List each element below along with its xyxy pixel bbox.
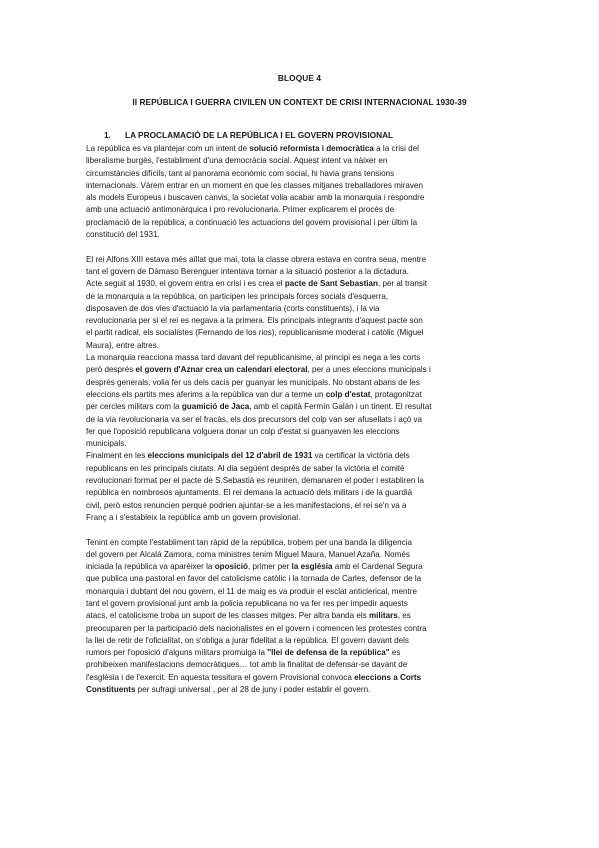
- text-run: revolucionari format per el pacte de S.Sebastià es reuniren, demanaren el poder i establiren la: [86, 476, 424, 486]
- text-run: Franç a i s'estableix la república amb un govern provisional.: [86, 512, 301, 522]
- text-line: [86, 229, 516, 241]
- text-run: Maura), entre altres.: [86, 340, 159, 350]
- paragraph: [86, 450, 516, 524]
- text-run: del govern per Alcalá Zamora, coma ministres tenim Miguel Maura, Manuel Azaña. Només: [86, 549, 410, 559]
- text-run: , es: [397, 611, 411, 621]
- text-run: l'església i de l'exercit. En aquesta tessitura el govern Provisional convoca: [86, 672, 355, 682]
- text-line: [86, 204, 516, 216]
- text-line: [86, 475, 516, 487]
- text-run: La república es va plantejar com un intent de: [86, 144, 250, 153]
- text-line: [86, 537, 516, 549]
- text-line: [86, 463, 516, 475]
- text-run: república en nombrosos ajuntaments. El rei demana la actuació dels militars i de la guardià: [86, 488, 413, 498]
- body-text: [86, 143, 516, 696]
- text-run: rumors per l'oposició d'alguns militars promulga la: [86, 648, 268, 658]
- text-run: per sufragi universal , per al 28 de juny i poder establir el govern.: [135, 685, 371, 695]
- text-line: [86, 340, 516, 352]
- text-run: preocuparen per la participació dels nacionalistes en el govern i comencen les protestes contra: [86, 623, 427, 633]
- text-run: a la crisi del: [373, 144, 419, 153]
- text-run: Tenint en compte l'establiment tan ràpid de la república, trobem per una banda la diligencia: [86, 537, 412, 547]
- text-run: tant el govern provisional junt amb la policia republicana no va fer res per impedir aquests: [86, 598, 408, 608]
- bold-text: militars: [368, 611, 398, 621]
- text-run: , primer per: [247, 562, 292, 572]
- text-line: [86, 561, 516, 573]
- section-heading: [104, 130, 393, 140]
- text-line: [86, 426, 516, 438]
- text-line: [86, 155, 516, 167]
- bold-text: eleccions a Corts: [354, 672, 422, 682]
- text-line: [86, 635, 516, 647]
- bold-text: oposició: [214, 562, 248, 572]
- bold-text: solució reformista i democràtica: [249, 144, 374, 153]
- text-run: Acte seguit al 1930, el govern entra en crisi i es crea el: [86, 279, 285, 289]
- text-line: [86, 659, 516, 671]
- text-line: [86, 414, 516, 426]
- text-run: , protagonitzat: [370, 389, 422, 399]
- text-run: monarquia i dubtant del nou govern, el 11 de maig es va produir el esclat anticlerical, mentre: [86, 586, 417, 596]
- text-run: però després: [86, 365, 136, 375]
- text-line: [86, 500, 516, 512]
- text-run: per cercles militars com la: [86, 402, 182, 412]
- bold-text: pacte de Sant Sebastian: [284, 279, 378, 289]
- text-run: republicans en les principals ciutats. Al dia següent després de saber la victòria el comitè: [86, 463, 405, 473]
- text-run: de la monarquia a la república, on participen les principals forces socials d'esquerra,: [86, 291, 389, 301]
- text-run: constitució del 1931.: [86, 230, 160, 240]
- bold-text: eleccions municipals del 12 d'abril de 1931: [147, 451, 313, 461]
- text-run: iniciada la república va aparèixer la: [86, 562, 215, 572]
- text-line: [86, 586, 516, 598]
- text-line: [86, 168, 516, 180]
- text-line: [86, 364, 516, 376]
- text-run: El rei Alfons XIII estava més aïllat que mai, tota la classe obrera estava en contra seua, mentre: [86, 254, 427, 264]
- text-line: [86, 315, 516, 327]
- text-line: [86, 487, 516, 499]
- text-run: , amb el capità Fermín Galán i un tinent. El resultat: [249, 402, 432, 412]
- text-line: [86, 217, 516, 229]
- text-run: amb el Cardenal Segura: [332, 562, 423, 572]
- text-line: [86, 438, 516, 450]
- text-line: [86, 647, 516, 659]
- text-line: [86, 352, 516, 364]
- text-run: fer que l'oposició republicana volguera donar un colp d'estat si guanyaven les eleccions: [86, 426, 400, 436]
- bold-text: Constituents: [86, 685, 136, 695]
- text-run: disposaven de dos vies d'actuació la via parlamentaria (corts constituents), i la via: [86, 303, 380, 313]
- text-run: liberalisme burgès, l'establiment d'una democràcia social. Aquest intent va nàixer en: [86, 156, 388, 166]
- text-run: revolucionaria per si el rei es negava a la primera. Els principals integrants d'aquest pacte son: [86, 316, 423, 326]
- text-run: Finalment en les: [86, 451, 148, 461]
- bold-text: guamició de Jaca: [181, 402, 250, 412]
- document-subtitle: II REPÚBLICA I GUERRA CIVILEN UN CONTEXT DE CRISI INTERNACIONAL 1930-39: [132, 97, 467, 107]
- section-heading-text: LA PROCLAMACIÓ DE LA REPÚBLICA I EL GOVERN PROVISIONAL: [125, 130, 394, 140]
- text-run: prohibeixen manifestacions democràtiques… tot amb la finalitat de defensar-se davant de: [86, 660, 408, 670]
- text-line: [86, 180, 516, 192]
- text-line: [86, 512, 516, 524]
- text-run: es: [389, 648, 401, 658]
- text-line: [86, 623, 516, 635]
- text-line: [86, 684, 516, 696]
- bold-text: colp d'estat: [325, 389, 371, 399]
- text-run: va certificar la victòria dels: [312, 451, 410, 461]
- text-line: [86, 266, 516, 278]
- text-run: circumstàncies difícils, tant al panorama econòmic com social, hi havia grans tensions: [86, 168, 395, 178]
- text-line: [86, 377, 516, 389]
- bold-text: la església: [291, 562, 333, 572]
- text-run: civil, però estos renuncien perquè podrien ajuntar-se a les manifestacions, el rei se'n va a: [86, 500, 407, 510]
- text-line: [86, 389, 516, 401]
- document-title: BLOQUE 4: [277, 73, 322, 83]
- paragraph: [86, 254, 516, 352]
- text-run: , per a unes eleccions municipals i: [307, 365, 431, 375]
- text-run: amb una actuació antimonàrquica i pro revolucionaria. Primer explicarem el procés de: [86, 205, 395, 215]
- text-line: [86, 401, 516, 413]
- text-line: [86, 291, 516, 303]
- text-run: el partit radical, els socialistes (Fernando de los rios), republicanisme moderat i catòlic (Miguel: [86, 328, 424, 338]
- text-line: [86, 143, 516, 155]
- text-run: de la via revolucionaria va ser el fracàs, els dos precursors del colp van ser afusellats i açò va: [86, 414, 423, 424]
- text-line: [86, 303, 516, 315]
- text-run: municipals.: [86, 439, 127, 449]
- text-run: La monarquia reacciona massa tard davant del republicanisme, al principi es nega a les corts: [86, 353, 421, 363]
- text-run: la llei de retir de l'oficialitat, on s'obliga a jurar fidelitat a la república. El govern davant dels: [86, 635, 409, 645]
- text-line: [86, 450, 516, 462]
- text-run: , per al transit: [377, 279, 428, 289]
- text-line: [86, 278, 516, 290]
- text-line: [86, 573, 516, 585]
- text-run: eleccions els partits mes aferims a la república van dur a terme un: [86, 389, 326, 399]
- text-line: [86, 598, 516, 610]
- text-line: [86, 610, 516, 622]
- text-line: [86, 192, 516, 204]
- text-run: després generals, volia fer us dels cacis per guanyar les municipals. No obstant abans de les: [86, 377, 420, 387]
- bold-text: el govern d'Aznar crea un calendari electoral: [135, 365, 308, 375]
- paragraph: [86, 352, 516, 450]
- text-line: [86, 549, 516, 561]
- text-run: tant el govern de Dámaso Berenguer intentava tornar a la situació posterior a la dictadura.: [86, 266, 410, 276]
- text-line: [86, 327, 516, 339]
- bold-text: "llei de defensa de la república": [267, 648, 390, 658]
- text-run: que publica una pastoral en favor del catolicisme catòlic i la tornada de Carles, defensor de la: [86, 574, 422, 584]
- text-run: als models Europeus i buscaven canvis, la societat volia acabar amb la monarquia i respondre: [86, 193, 425, 203]
- text-run: proclamació de la república, a continuació les actuacions del govern provisional i per últim la: [86, 217, 418, 227]
- text-run: atacs, el catolicisme troba un suport de les classes mitges. Per altra banda els: [86, 611, 369, 621]
- text-line: [86, 672, 516, 684]
- text-run: internacionals. Vàrem entrar en un moment en que les classes mitjanes treballadores miraven: [86, 180, 423, 190]
- section-number: 1.: [104, 130, 111, 140]
- text-line: [86, 254, 516, 266]
- paragraph: [86, 143, 516, 241]
- paragraph: [86, 537, 516, 697]
